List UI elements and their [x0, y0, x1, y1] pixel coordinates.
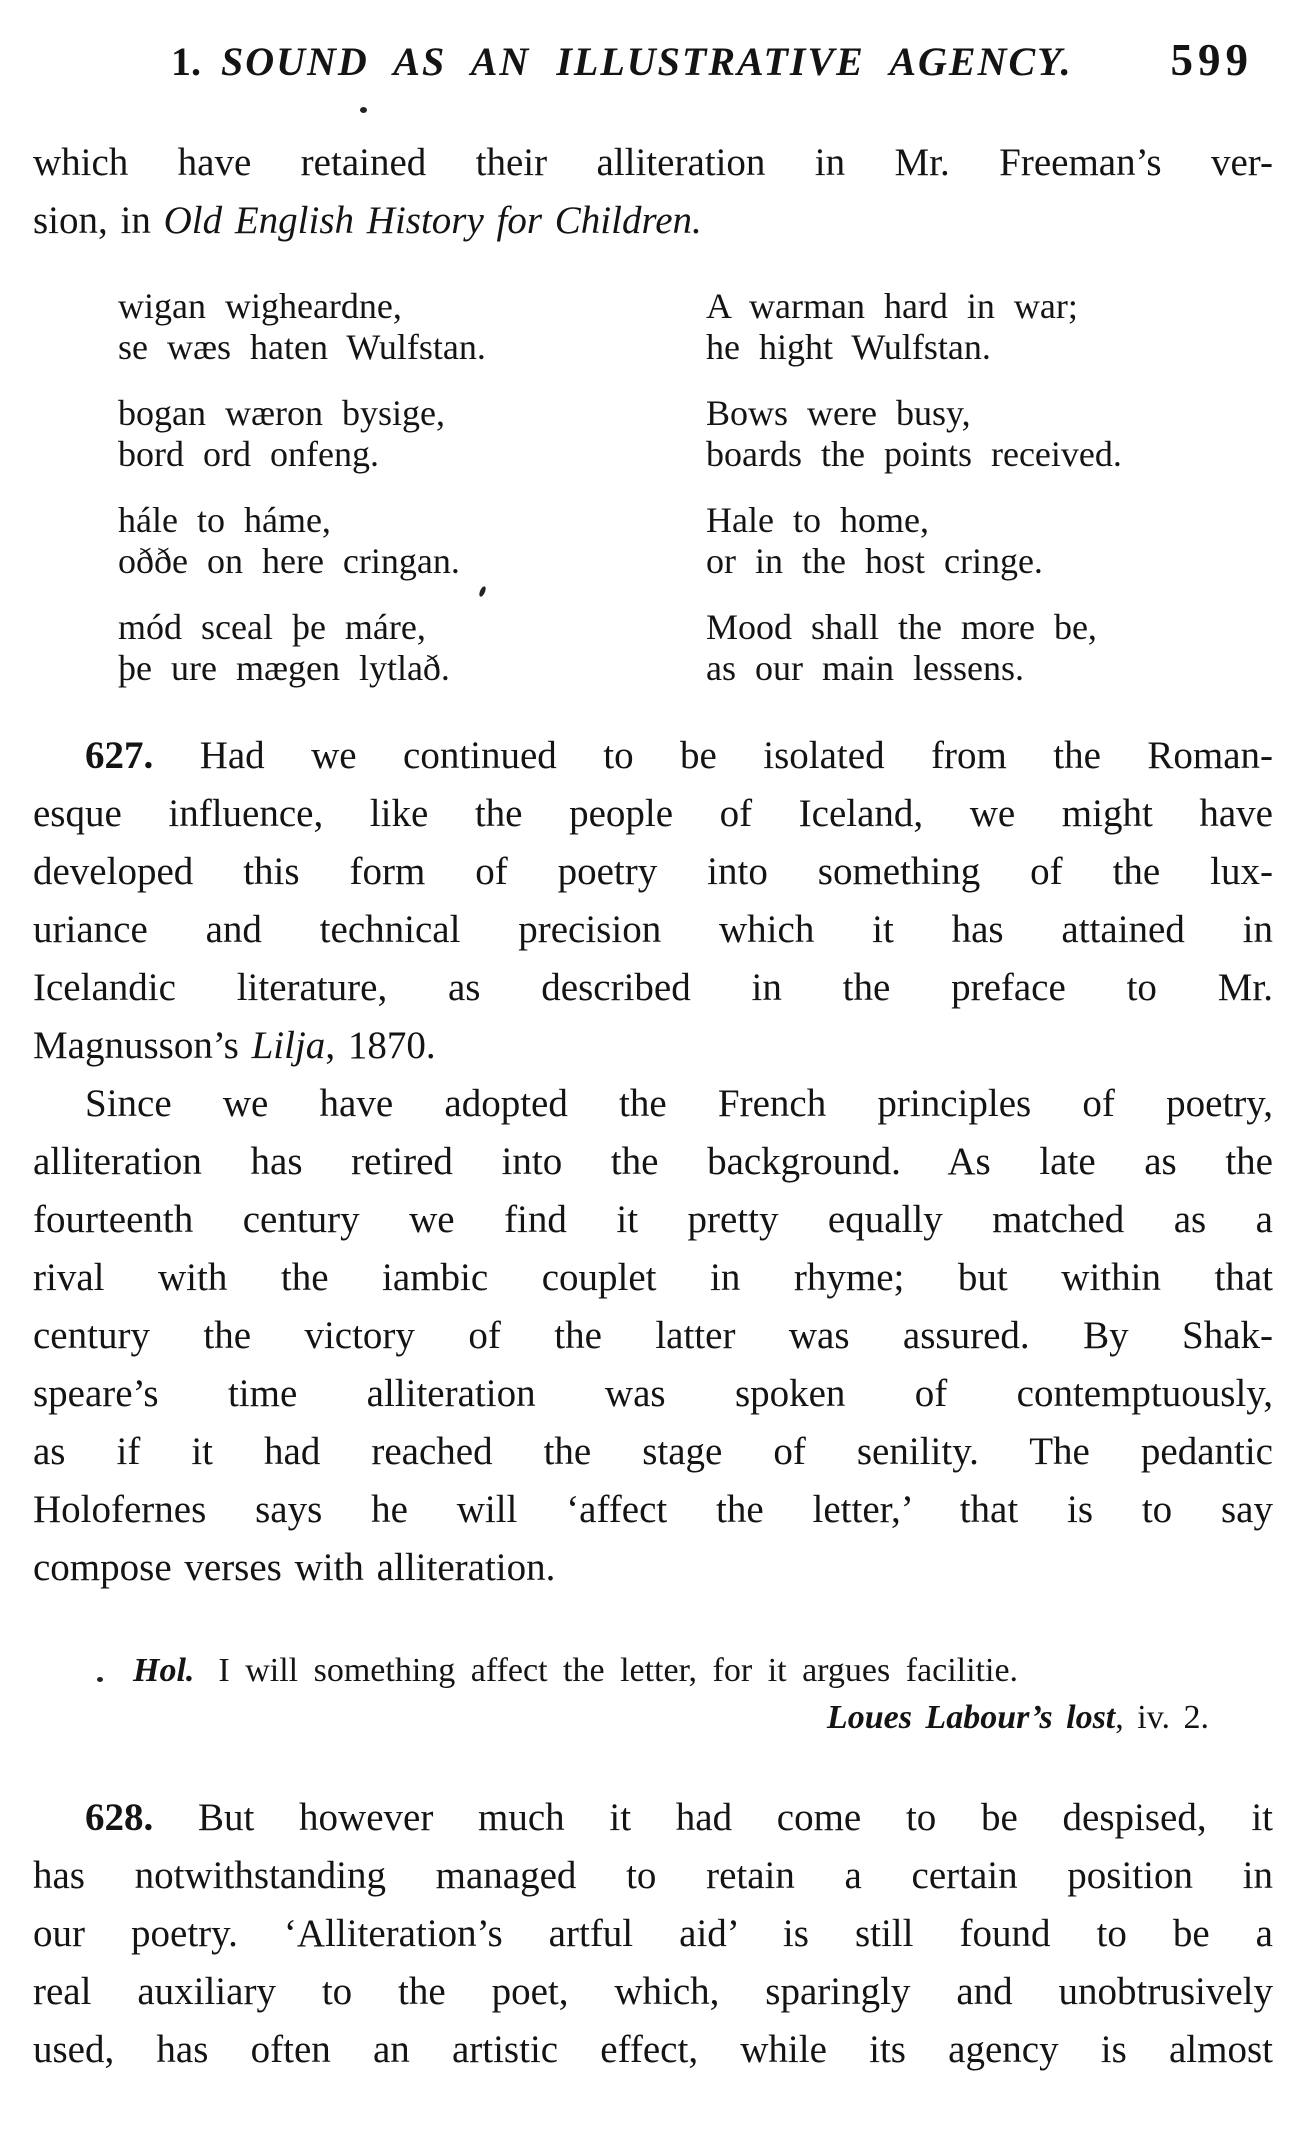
text-segment: as if it had reached the stage of senility. The pedantic [33, 1430, 1273, 1473]
text-line [33, 959, 1273, 1017]
text-segment: developed this form of poetry into something of the lux- [33, 850, 1273, 893]
verse-stanza [118, 500, 1273, 582]
text-line [33, 727, 1273, 785]
ink-speck [360, 107, 367, 113]
text-segment: Holofernes says he will ‘affect the letter,’ that is to say [33, 1488, 1273, 1531]
old-english-column [118, 286, 706, 368]
text-segment: Magnusson’s [33, 1024, 252, 1067]
text-segment: used, has often an artistic effect, while its agency is almost [33, 2028, 1273, 2071]
text-line [33, 843, 1273, 901]
verse-line: þe ure mægen lytlað. [118, 648, 450, 688]
verse-line: Bows were busy, [706, 393, 971, 433]
text-segment: Old English History for Children. [163, 199, 702, 242]
text-line [33, 1191, 1273, 1249]
verse-line: oððe on here cringan. [118, 541, 460, 581]
quote-attribution [33, 1693, 1273, 1743]
text-line [33, 1307, 1273, 1365]
text-segment: esque influence, like the people of Iceland, we might have [33, 792, 1273, 835]
verse-stanza [118, 393, 1273, 475]
paragraph-627 [33, 727, 1273, 1075]
quotation-block [33, 1649, 1273, 1743]
text-segment: century the victory of the latter was assured. By Shak- [33, 1314, 1273, 1357]
attribution-reference: , iv. 2. [1115, 1699, 1209, 1736]
verse-stanza [118, 607, 1273, 689]
old-english-column [118, 393, 706, 475]
text-line [33, 785, 1273, 843]
text-segment: But however much it had come to be despised, it [153, 1796, 1273, 1839]
verse-line: bord ord onfeng. [118, 434, 379, 474]
text-segment: our poetry. ‘Alliteration’s artful aid’ is still found to be a [33, 1912, 1273, 1955]
page-number: 599 [1170, 35, 1253, 85]
verse-line: or in the host cringe. [706, 541, 1043, 581]
quote-line [133, 1649, 1273, 1693]
running-header [33, 34, 1273, 86]
intro-paragraph [33, 134, 1273, 250]
translation-column [706, 393, 1273, 475]
verse-line: mód sceal þe máre, [118, 607, 426, 647]
text-line [33, 1017, 1273, 1075]
paragraph-alliteration-retired [33, 1075, 1273, 1597]
verse-line: boards the points received. [706, 434, 1122, 474]
text-line [33, 134, 1273, 192]
text-segment: uriance and technical precision which it has attained in [33, 908, 1273, 951]
text-segment: has notwithstanding managed to retain a certain position in [33, 1854, 1273, 1897]
text-segment: real auxiliary to the poet, which, sparingly and unobtrusively [33, 1970, 1273, 2013]
chapter-heading [171, 38, 1073, 85]
text-line [33, 1847, 1273, 1905]
text-line [33, 1423, 1273, 1481]
verse-line: he hight Wulfstan. [706, 327, 991, 367]
ink-speck [97, 1677, 103, 1682]
verse-line: bogan wæron bysige, [118, 393, 445, 433]
verse-line: Mood shall the more be, [706, 607, 1097, 647]
text-line [33, 1481, 1273, 1539]
text-segment: Had we continued to be isolated from the Roman- [153, 734, 1273, 777]
section-number: 1. [171, 39, 201, 84]
verse-line: wigan wigheardne, [118, 286, 402, 326]
text-segment: 627. [85, 734, 154, 777]
attribution-work-title: Loues Labour’s lost [826, 1699, 1116, 1736]
text-segment: speare’s time alliteration was spoken of contemptuously, [33, 1372, 1273, 1415]
text-segment: Since we have adopted the French principles of poetry, [85, 1082, 1273, 1125]
text-line [33, 1133, 1273, 1191]
text-segment: Lilja [251, 1024, 326, 1067]
page-title: SOUND AS AN ILLUSTRATIVE AGENCY. [221, 39, 1073, 84]
text-line [33, 1963, 1273, 2021]
text-line [33, 2021, 1273, 2079]
text-line [33, 1905, 1273, 1963]
text-line [33, 901, 1273, 959]
verse-line: hále to háme, [118, 500, 331, 540]
translation-column [706, 500, 1273, 582]
old-english-column [118, 607, 706, 689]
quote-text: I will something affect the letter, for it argues facilitie. [218, 1652, 1019, 1689]
text-line [33, 1365, 1273, 1423]
verse-line: A warman hard in war; [706, 286, 1078, 326]
text-segment: , 1870. [325, 1024, 436, 1067]
text-segment: Icelandic literature, as described in the preface to Mr. [33, 966, 1273, 1009]
quote-speaker: Hol. [133, 1652, 195, 1689]
text-line [33, 1249, 1273, 1307]
text-segment: rival with the iambic couplet in rhyme; but within that [33, 1256, 1273, 1299]
verse-line: Hale to home, [706, 500, 929, 540]
text-line [33, 1539, 1273, 1597]
verse-stanza [118, 286, 1273, 368]
verse-block [118, 286, 1273, 689]
text-line [33, 1075, 1273, 1133]
verse-line: se wæs haten Wulfstan. [118, 327, 486, 367]
old-english-column [118, 500, 706, 582]
verse-line: as our main lessens. [706, 648, 1024, 688]
text-segment: sion, in [33, 199, 164, 242]
text-segment: alliteration has retired into the background. As late as the [33, 1140, 1273, 1183]
translation-column [706, 607, 1273, 689]
text-line [33, 1789, 1273, 1847]
paragraph-628 [33, 1789, 1273, 2079]
text-segment: 628. [85, 1796, 154, 1839]
text-segment: compose verses with alliteration. [33, 1546, 556, 1589]
translation-column [706, 286, 1273, 368]
text-segment: which have retained their alliteration in Mr. Freeman’s ver- [33, 141, 1273, 184]
text-line [33, 192, 1273, 250]
text-segment: fourteenth century we find it pretty equally matched as a [33, 1198, 1273, 1241]
